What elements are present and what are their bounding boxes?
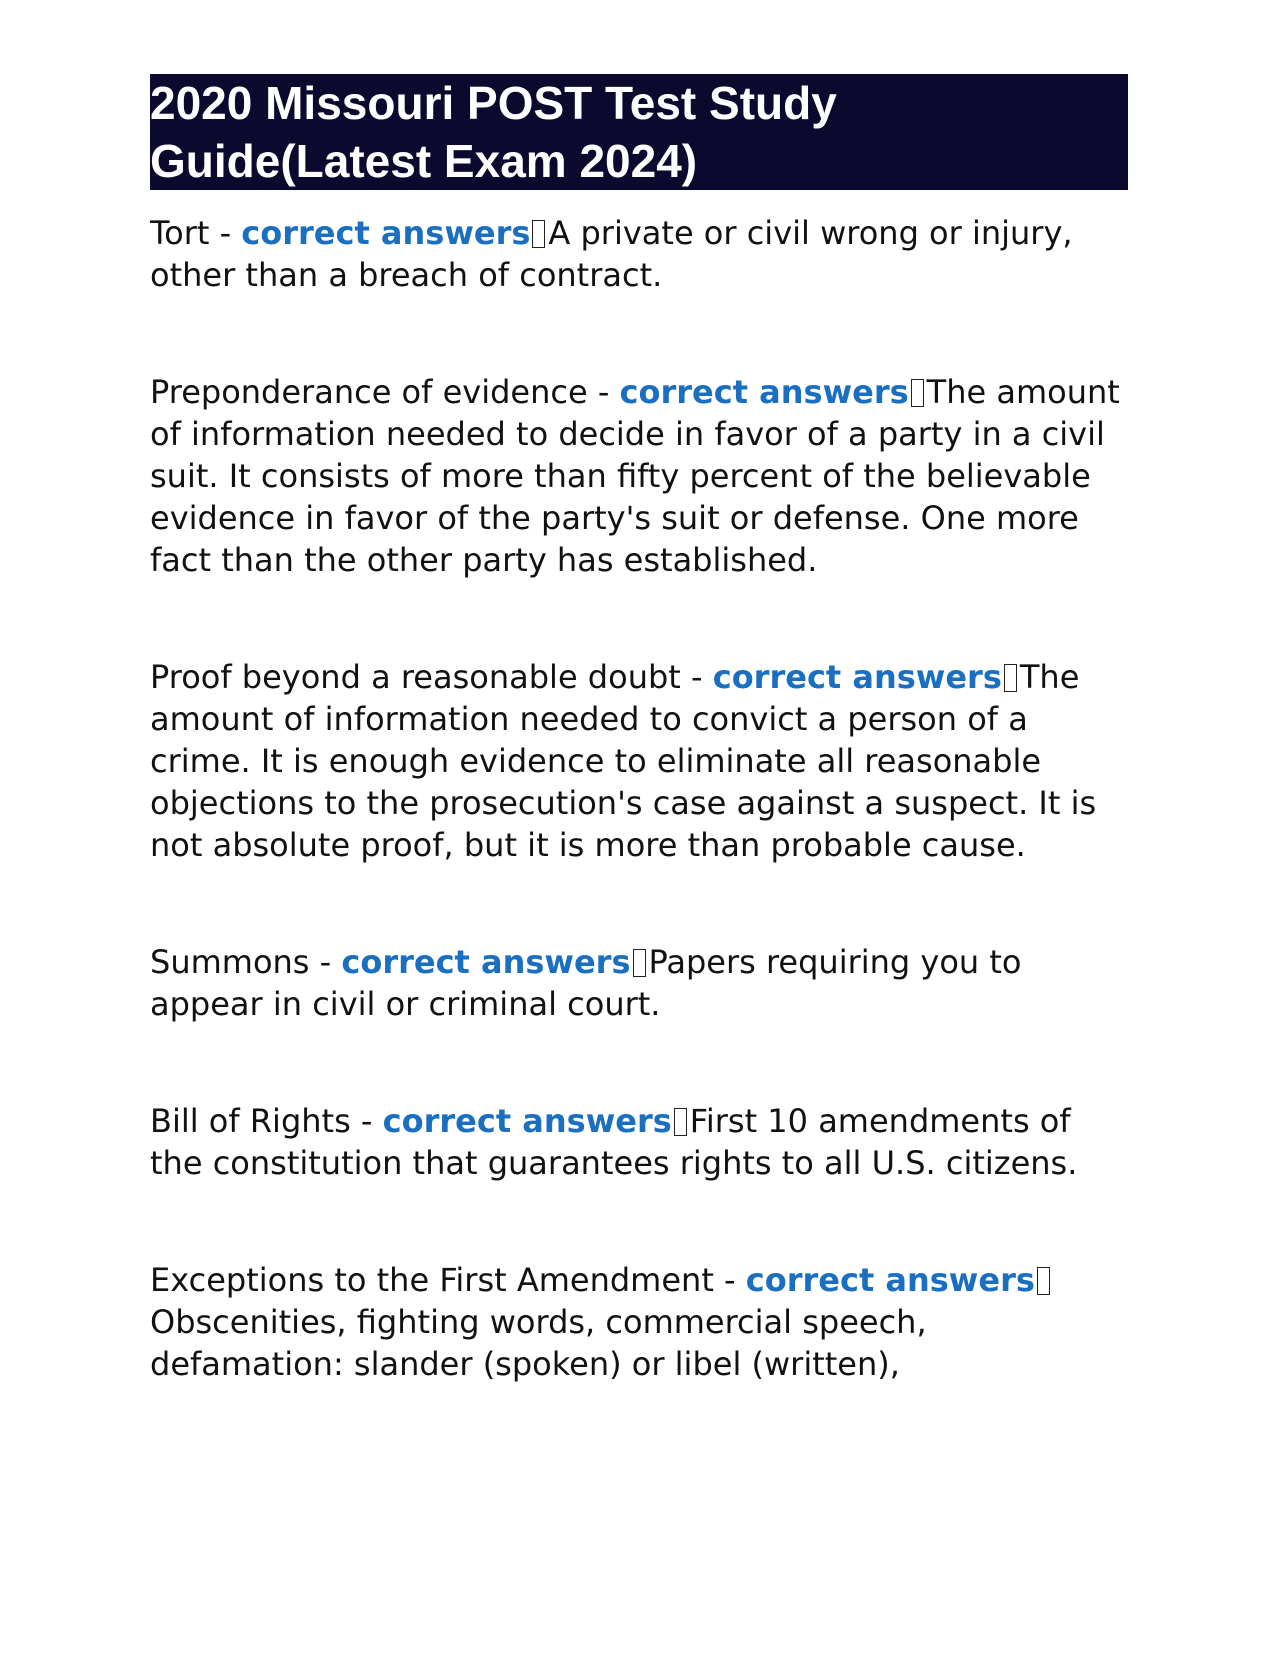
entry-list (150, 212, 1128, 1385)
answer-label: correct answers (241, 214, 531, 252)
missing-glyph-icon (911, 379, 924, 407)
missing-glyph-icon (674, 1108, 687, 1136)
list-item (150, 656, 1128, 866)
list-item (150, 941, 1128, 1025)
list-item (150, 1259, 1128, 1385)
missing-glyph-icon (1037, 1267, 1050, 1295)
missing-glyph-icon (532, 220, 545, 248)
answer-label: correct answers (341, 943, 631, 981)
document-page (150, 74, 1128, 1460)
entry-term: Exceptions to the First Amendment (150, 1261, 714, 1299)
entry-definition: A private or civil wrong or injury, other than a breach of contract. (150, 214, 1073, 294)
entry-separator: - (587, 373, 620, 411)
missing-glyph-icon (1004, 664, 1017, 692)
document-title (150, 74, 1128, 190)
entry-separator: - (209, 214, 242, 252)
list-item (150, 1100, 1128, 1184)
entry-definition: The amount of information needed to decide in favor of a party in a civil suit. It consists of more than fifty percent of the believable evidence in favor of the party's suit or defense. One more fact than the other party has established. (150, 373, 1120, 579)
list-item (150, 212, 1128, 296)
entry-term: Preponderance of evidence (150, 373, 588, 411)
entry-term: Summons (150, 943, 310, 981)
answer-label: correct answers (382, 1102, 672, 1140)
entry-separator: - (680, 658, 713, 696)
entry-separator: - (713, 1261, 746, 1299)
entry-definition: The amount of information needed to convict a person of a crime. It is enough evidence to eliminate all reasonable objections to the prosecution's case against a suspect. It is not absolute proof, but it is more than probable cause. (150, 658, 1097, 864)
missing-glyph-icon (633, 949, 646, 977)
document-title-text: 2020 Missouri POST Test Study Guide(Latest Exam 2024) (150, 77, 837, 187)
answer-label: correct answers (745, 1261, 1035, 1299)
entry-definition: Papers requiring you to appear in civil or criminal court. (150, 943, 1022, 1023)
entry-definition: First 10 amendments of the constitution that guarantees rights to all U.S. citizens. (150, 1102, 1078, 1182)
entry-definition: Obscenities, fighting words, commercial speech, defamation: slander (spoken) or libel (written), (150, 1303, 927, 1383)
list-item (150, 371, 1128, 581)
entry-term: Bill of Rights (150, 1102, 351, 1140)
entry-separator: - (309, 943, 342, 981)
entry-term: Tort (150, 214, 210, 252)
entry-separator: - (350, 1102, 383, 1140)
answer-label: correct answers (712, 658, 1002, 696)
answer-label: correct answers (619, 373, 909, 411)
entry-term: Proof beyond a reasonable doubt (150, 658, 681, 696)
